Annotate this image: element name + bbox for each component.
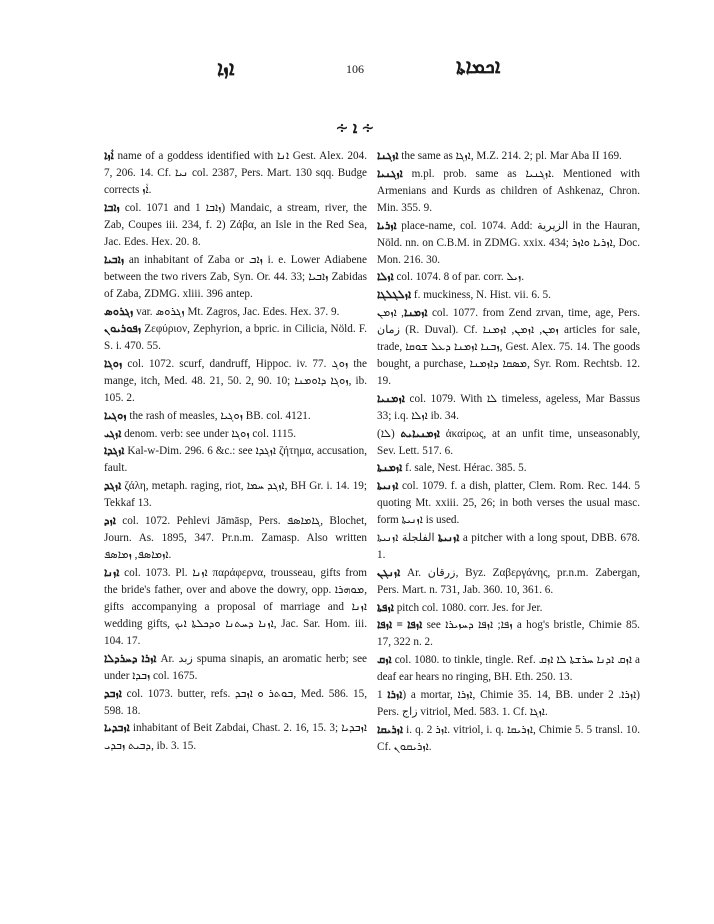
running-header-left: ܐܙܐ <box>217 58 235 80</box>
dictionary-entry <box>104 426 367 443</box>
entry-headword: ܙܓܪܘܣ <box>104 305 134 318</box>
dictionary-entry <box>104 686 367 720</box>
dictionary-entry <box>377 565 640 599</box>
dictionary-entry <box>377 478 640 529</box>
entry-headword: ܐܙܪܝܐ <box>377 219 397 232</box>
entry-text: an inhabitant of Zaba or ܙܐܒ i. e. Lower Adiabene between the two rivers Zab, Syn. Or. 44. 33; ܙܐܒܝܐ Zabidas of Zaba, ZDMG. xliii. 396 antep. <box>104 253 368 300</box>
dictionary-entry <box>104 200 367 251</box>
entry-text: name of a goddess identified with ܐܢܐ Gest. Alex. 204. 7, 206. 14. Cf. ܢܝܐ col. 2387, Pers. Mart. 130 sqq. Budge corrects ܐܵܙ. <box>104 150 368 197</box>
dictionary-entry <box>377 148 640 165</box>
entry-headword: ܐܙܡܢܝܐ <box>377 392 405 405</box>
entry-text: i. q. ܐܙܪ 2. vitriol, i. q. ܐܙܪܝܩܐ, Chimie 5. 5 transl. 10. Cf. ܐܙܪܝܩܘܢ. <box>377 723 640 753</box>
entry-text: var. ܙܓܪܘܣ Mt. Zagros, Jac. Edes. Hex. 37. 9. <box>133 305 340 318</box>
entry-headword: ܐܙܩ <box>377 654 392 667</box>
page-number: 106 <box>346 62 364 76</box>
entry-text: m.pl. prob. same as ܐܙܓܢܝܐ. Mentioned with Armenians and Kurds as children of Ashkenaz, Chron. Min. 355. 9. <box>377 167 640 214</box>
entry-headword: ܐܙܒܕ <box>104 687 122 700</box>
dictionary-entry <box>104 478 367 512</box>
dictionary-entry <box>377 305 640 390</box>
entry-headword: ܐܙܓܝ <box>104 427 122 440</box>
entry-text: col. 1073. butter, refs. ܒܘܬܪ ܘ ܐܙܒܕ, Med. 586. 15, 598. 18. <box>104 687 367 717</box>
entry-headword: ܐܙܓܢܐ <box>377 150 399 162</box>
entry-text: col. 1080. to tinkle, tingle. Ref. ܐܙܩ ܐܕܢܐ ܚܪܫܬܐ ܠܐ ܐܙܩ a deaf ear hears no ringing, BH. Eth. 250. 13. <box>377 654 640 684</box>
entry-text: col. 1071 and ܙܐܒܐ 1) Mandaic, a stream, river, the Zab, Coupes iii. 234, f. 2) Ζάβα, an Isle in the Red Sea, Jac. Edes. Hex. 20. 8. <box>104 201 367 249</box>
entry-headword: ܐܵܙܐ <box>104 150 114 162</box>
entry-text: , ܐܙܡܢ col. 1077. from Zend zrvan, time, age, Pers. زمان (R. Duval). Cf. ܙܡܢ, ܐܙܡܢ, ܐܙܡܢܐ articles for sale, trade, ܙܒܢܐ ܐܙܡܢܐ ܕܥܠ ܫܘܩܐ, Gest. Alex. 75. 14. The goods bought, a purchase, ܡܣܩܐ ܕܐܙܡܢܐ, Syr. Rom. Rechtsb. 12. 19. <box>377 306 641 388</box>
entry-text: الفلجلة ܐܙܢܝܬܐ a pitcher with a long spout, DBB. 678. 1. <box>377 532 640 562</box>
entry-headword: ܙܘܓܝܐ <box>104 409 127 422</box>
dictionary-entry <box>377 687 640 721</box>
dictionary-entry <box>377 600 640 617</box>
dictionary-entry <box>104 252 367 303</box>
entry-headword: ܐܙܠܐ <box>377 271 394 284</box>
dictionary-entry <box>377 269 640 286</box>
entry-headword: ܐܙܦܬܐ <box>377 601 394 614</box>
entry-headword: ܐܙܠܓܠܓܐ <box>377 289 412 302</box>
entry-headword: ܐܙܦܐ = ܐܙܦܐ <box>377 619 423 632</box>
entry-headword: ܐܙܢܝܬܐ <box>377 480 399 493</box>
dictionary-entry <box>377 287 640 304</box>
entry-headword: ܙܦܘܪܝܘܢ <box>104 323 142 336</box>
entry-text: col. 1079. f. a dish, platter, Clem. Rom. Rec. 144. 5 quoting Mt. xxiii. 25, 26; in both verses the usual masc. form ܐܙܢܝܬܐ is used. <box>377 480 640 527</box>
entry-text: (ܠܐ) ἀκαίρως, at an unfit time, unseasonably, Sev. Lett. 517. 6. <box>377 427 641 457</box>
dictionary-entry <box>104 321 367 355</box>
entry-text: col. 1073. Pl. ܐܙܢܐ παράφερνα, trousseau, gifts from the bride's father, over and above the dowry, opp. ܡܘܗܪܐ, gifts accompanying a proposal of marriage and ܐܙܢܐ wedding gifts, ܐܙܢܐ ܕܚܬܢܐ ܘܕܟܠܬܐ ܐܝܟ, Jac. Sar. Hom. iii. 104. 17. <box>104 566 367 648</box>
entry-headword: ܐܙܡܢܬܐ <box>377 462 403 475</box>
entry-text: place-name, col. 1074. Add: الزيرية in the Hauran, Nöld. nn. on C.B.M. in ZDMG. xxix. 434; ܐܙܪܝܐ ܘܐܙܪ, Doc. Mon. 216. 30. <box>377 219 641 266</box>
left-column <box>104 148 367 755</box>
dictionary-entry <box>104 148 367 199</box>
entry-headword: ܐܙܓܕ <box>104 480 122 493</box>
dictionary-entry <box>377 722 640 756</box>
entry-text: col. 1074. 8 of par. corr. ܙܝܠ. <box>393 271 525 284</box>
entry-text: Kal-w-Dim. 296. 6 &c.: see ܐܙܓܕܐ ζήτημα, accusation, fault. <box>104 445 367 475</box>
dictionary-entry <box>104 720 367 754</box>
entry-headword: ܙܐܒܝܐ <box>104 253 125 266</box>
entry-text: Ar. زبد spuma sinapis, an aromatic herb; see under ܙܒܕܐ col. 1675. <box>104 652 367 682</box>
entry-text: col. 1072. scurf, dandruff, Hippoc. iv. 77. ܙܘܓ the mange, itch, Med. 48. 21, 50. 2, 90. 10; ܙܘܓܐ ܕܐܘܡܢܐ, ib. 105. 2. <box>104 358 367 405</box>
entry-text: f. sale, Nest. Hérac. 385. 5. <box>402 462 527 475</box>
dictionary-entry <box>104 356 367 407</box>
dictionary-entry <box>377 426 640 460</box>
entry-headword: ܙܐܒܐ <box>104 201 120 214</box>
entry-headword: ܐܙܢܐ <box>104 566 120 579</box>
dictionary-entry <box>104 408 367 425</box>
entry-headword: ܐܙܢܓܢ <box>377 566 401 579</box>
dictionary-entry <box>377 460 640 477</box>
entry-text: ζάλη, metaph. raging, riot, ܐܙܓܕ ܚܡܐ, BH Gr. i. 14. 19; Tekkaf 13. <box>104 480 368 510</box>
dictionary-entry <box>377 652 640 686</box>
entry-text: col. 1079. With ܠܐ timeless, ageless, Mar Bassus 33; i.q. ܐܙܠܐ ib. 34. <box>377 392 640 422</box>
entry-headword: ܐܙܓܢܝܐ <box>377 167 403 180</box>
entry-text: the rash of measles, ܙܘܓܝܐ BB. col. 4121. <box>126 409 311 422</box>
entry-headword: ܐܙܓܕܐ <box>104 445 125 458</box>
dictionary-entry <box>377 530 640 564</box>
dictionary-entry <box>377 218 640 269</box>
entry-text: Ζεφύριον, Zephyrion, a bpric. in Cilicia, Nöld. F. S. i. 470. 55. <box>104 323 367 353</box>
entry-headword: ܐܙܢܝܬܐ <box>438 532 460 544</box>
entry-text: pitch col. 1080. corr. Jes. for Jer. <box>393 601 543 614</box>
dictionary-entry <box>377 391 640 425</box>
running-header-right: ܐܟܡܐܬܐ <box>456 56 501 78</box>
entry-headword: ܙܘܓܐ <box>104 358 123 371</box>
entry-text: denom. verb: see under ܙܘܓܐ col. 1115. <box>121 427 297 440</box>
dictionary-entry <box>104 651 367 685</box>
dictionary-entry <box>377 166 640 217</box>
section-letter-heading: ∻ ܐ ∻ <box>335 120 375 137</box>
entry-headword: ܐܙܕ <box>104 514 116 527</box>
dictionary-entry <box>104 304 367 321</box>
entry-text: inhabitant of Beit Zabdai, Chast. 2. 16, 15. 3; ܐܙܒܕܝܐ ܕܒܝܬ ܙܒܕܝ, ib. 3. 15. <box>104 722 367 752</box>
right-column <box>377 148 640 756</box>
entry-text: the same as ܐܙܓܐ, M.Z. 214. 2; pl. Mar Aba II 169. <box>398 150 622 162</box>
entry-headword: ܐܙܒܕܝܐ <box>104 722 130 735</box>
entry-text: 1) a mortar, ܐܙܪܐ, Chimie 35. 14, BB. under ܐܙܪܐ. 2) Pers. زاج vitriol, Med. 583. 1. Cf. ܐܙܓܐ. <box>377 688 640 718</box>
entry-headword: ܐܙܪܐ <box>387 688 403 701</box>
entry-headword: ܐܙܪܝܩܐ <box>377 723 404 736</box>
entry-text: col. 1072. Pehlevi Jāmāsp, Pers. ܓܐܡܐܣܦ, Blochet, Journ. As. 1895, 347. Pr.n.m. Zamasp. Also written ܐܙܡܐܣܦ, ܙܡܐܣܦ. <box>104 514 367 562</box>
dictionary-entry <box>104 565 367 650</box>
dictionary-entry <box>377 617 640 651</box>
entry-text: Ar. زرقان, Byz. Ζαβεργάνης, pr.n.m. Zabergan, Pers. Mart. n. 731, Jab. 360. 10, 361. 6. <box>377 566 641 596</box>
entry-headword: ܐܙܡܢܝܐܝܬ <box>400 427 440 440</box>
entry-text: f. muckiness, N. Hist. vii. 6. 5. <box>411 289 551 302</box>
entry-headword: ܐܙܪܐ ܕܚܪܕܠܐ <box>104 652 157 665</box>
dictionary-entry <box>104 513 367 564</box>
entry-text: see ܙܦܐ; ܐܙܦܐ ܕܚܙܝܪܐ a hog's bristle, Chimie 85. 17, 322 n. 2. <box>377 619 640 649</box>
dictionary-entry <box>104 443 367 477</box>
entry-headword: ܐܙܡܢܐ <box>403 306 428 319</box>
